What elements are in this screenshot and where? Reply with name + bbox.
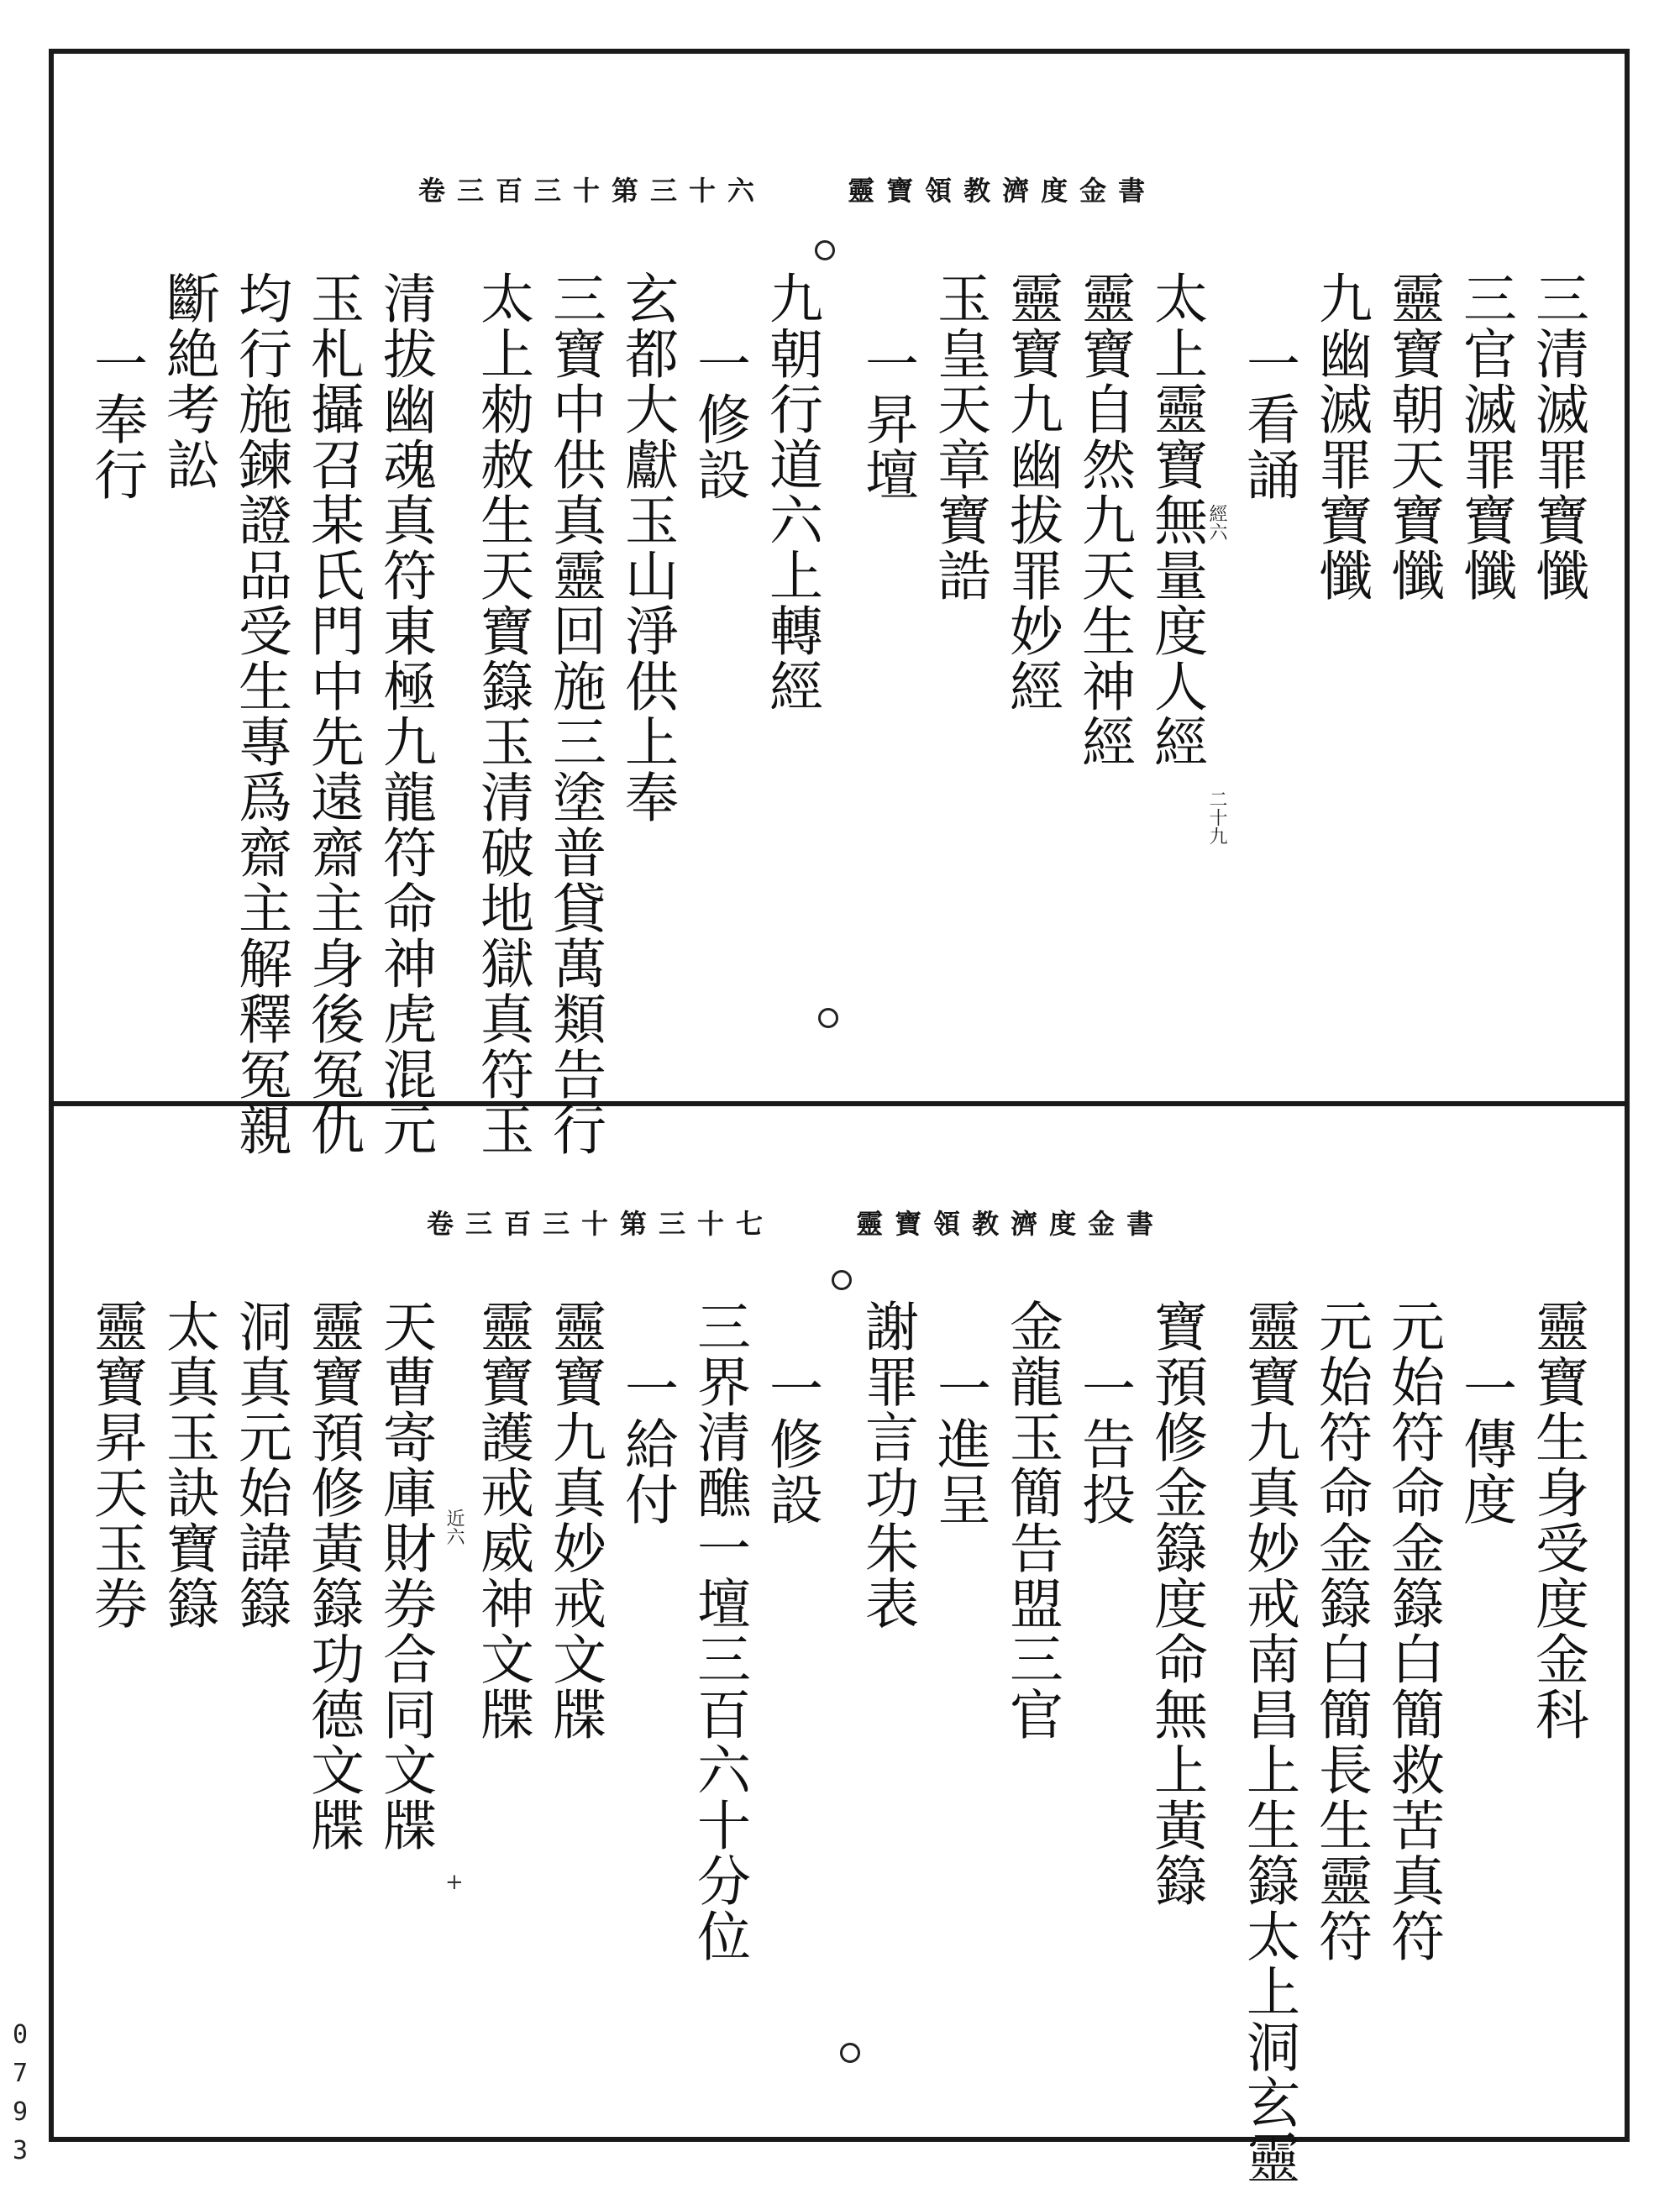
bottom-column-12: 三界清醮一壇三百六十分位: [688, 1299, 750, 1964]
top-column-3: 靈寶朝天寶懺: [1382, 270, 1444, 603]
top-column-12: 一修設: [688, 336, 750, 502]
bottom-column-14: 靈寶九真妙戒文牒: [543, 1299, 606, 1742]
bottom-column-8: 金龍玉簡告盟三官: [1000, 1299, 1063, 1742]
top-binding-hole-upper: [815, 240, 835, 260]
bottom-column-5: 靈寶九真妙戒南昌上生籙太上洞玄靈: [1237, 1299, 1299, 2186]
bottom-column-15: 靈寶護戒威神文牒: [471, 1299, 533, 1742]
top-column-6: 太上靈寶無量度人經: [1145, 270, 1207, 769]
top-column-17: 玉札攝召某氏門中先遠齋主身後冤仇: [302, 270, 364, 1157]
top-column-1: 三清滅罪寶懺: [1526, 270, 1588, 603]
top-column-16: 清拔幽魂真符東極九龍符命神虎混元: [374, 270, 436, 1157]
bottom-column-20: 靈寶昇天玉券: [85, 1299, 147, 1631]
bottom-column-3: 元始符命金籙白簡救苦真符: [1382, 1299, 1444, 1964]
bottom-book-title: 靈寶領教濟度金書: [856, 1208, 1166, 1240]
top-column-5: 一看誦: [1237, 336, 1299, 502]
top-column-8: 靈寶九幽拔罪妙經: [1000, 270, 1063, 714]
bottom-running-header: [427, 1203, 1165, 1241]
top-column-13: 玄都大獻玉山淨供上奉: [616, 270, 678, 825]
top-column-7: 靈寶自然九天生神經: [1073, 270, 1135, 769]
top-marginal-note-2: 二十九: [1206, 790, 1227, 845]
bottom-column-7: 一告投: [1073, 1361, 1135, 1527]
bottom-binding-hole-lower: [840, 2043, 860, 2063]
bottom-column-9: 一進呈: [928, 1361, 990, 1527]
bottom-column-16: 天曹寄庫財券合同文牒: [374, 1299, 436, 1853]
bottom-column-19: 太真玉訣寶籙: [157, 1299, 219, 1631]
bottom-binding-hole-upper: [832, 1270, 852, 1290]
top-column-10: 一昇壇: [856, 336, 918, 502]
top-marginal-note-1: 經六: [1206, 504, 1227, 541]
bottom-volume-label: 卷三百三十第三十七: [427, 1208, 775, 1240]
top-column-11: 九朝行道六上轉經: [760, 270, 822, 714]
top-running-header: [418, 170, 1157, 208]
bottom-column-4: 元始符命金籙白簡長生靈符: [1310, 1299, 1372, 1964]
top-column-4: 九幽滅罪寶懺: [1310, 270, 1372, 603]
page-number: 0793: [12, 2020, 29, 2165]
top-column-18: 均行施鍊證品受生專爲齋主解釋冤親: [229, 270, 291, 1157]
bottom-column-11: 一修設: [760, 1361, 822, 1527]
top-column-14: 三寶中供真靈回施三塗普貸萬類告行: [543, 270, 606, 1157]
top-column-20: 一奉行: [85, 336, 147, 502]
top-column-9: 玉皇天章寶誥: [928, 270, 990, 603]
bottom-column-13: 一給付: [616, 1361, 678, 1527]
top-volume-label: 卷三百三十第三十六: [418, 175, 767, 207]
bottom-marginal-note-1: 近六: [444, 1509, 465, 1546]
bottom-faint-mark: +: [445, 1870, 464, 1895]
top-column-19: 斷絶考訟: [157, 270, 219, 492]
top-column-2: 三官滅罪寶懺: [1454, 270, 1516, 603]
bottom-column-1: 靈寶生身受度金科: [1526, 1299, 1588, 1742]
top-column-15: 太上勑赦生天寶籙玉清破地獄真符玉: [471, 270, 533, 1157]
bottom-column-17: 靈寶預修黃籙功德文牒: [302, 1299, 364, 1853]
bottom-column-18: 洞真元始諱籙: [229, 1299, 291, 1631]
bottom-column-6: 寶預修金籙度命無上黃籙: [1145, 1299, 1207, 1908]
bottom-column-2: 一傳度: [1454, 1361, 1516, 1527]
top-binding-hole-lower: [818, 1008, 838, 1028]
top-book-title: 靈寶領教濟度金書: [848, 175, 1158, 207]
bottom-column-10: 謝罪言功朱表: [856, 1299, 918, 1631]
